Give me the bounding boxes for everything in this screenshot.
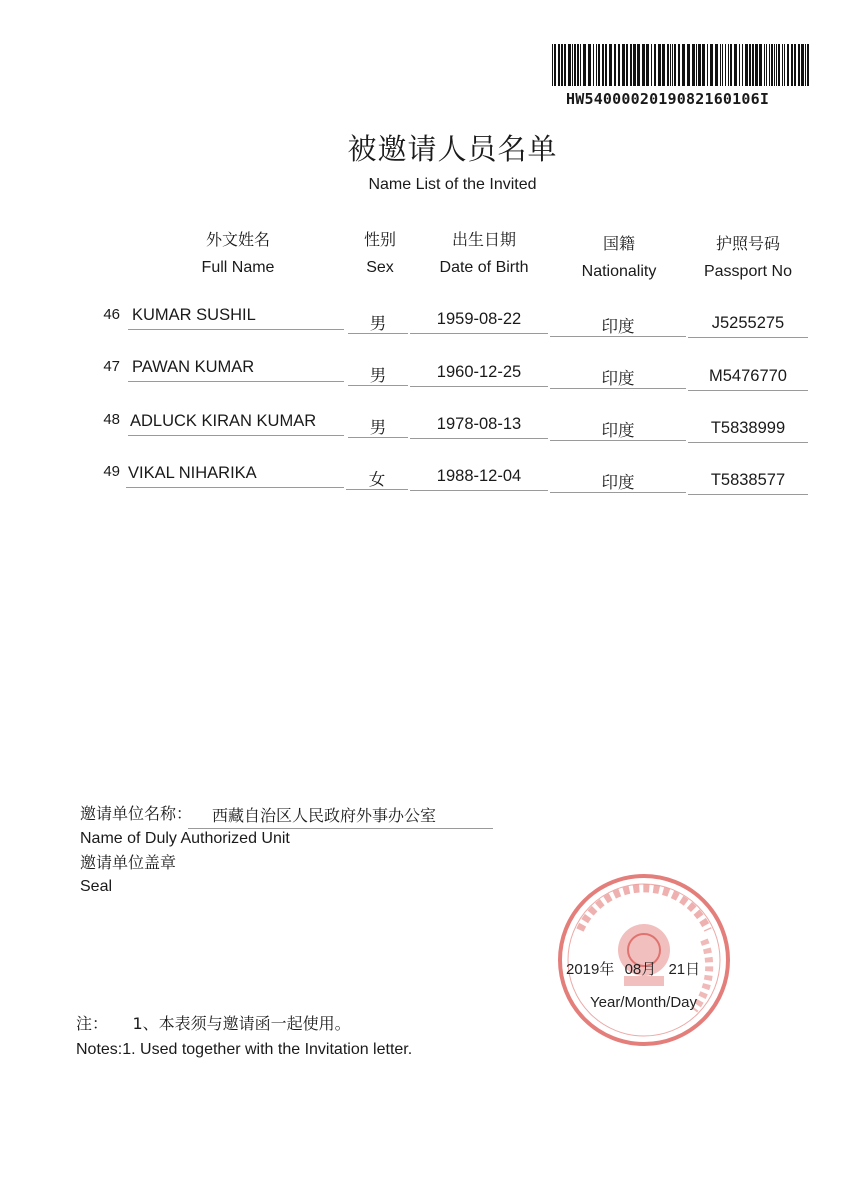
row-name-text: PAWAN KUMAR bbox=[132, 358, 255, 376]
date-format-label: Year/Month/Day bbox=[590, 994, 698, 1011]
unit-name-text: 西藏自治区人民政府外事办公室 bbox=[212, 806, 437, 825]
row-passport: T5838577 bbox=[688, 471, 808, 495]
row-sex-text: 男 bbox=[369, 418, 387, 437]
row-number: 49 bbox=[103, 463, 120, 480]
barcode bbox=[552, 44, 810, 86]
row-sex bbox=[348, 414, 408, 438]
header-full-name bbox=[168, 226, 308, 282]
row-sex bbox=[348, 310, 408, 334]
header-dob bbox=[425, 226, 543, 282]
row-dob: 1959-08-22 bbox=[410, 310, 548, 334]
page-title-en: Name List of the Invited bbox=[368, 176, 537, 193]
notes-en: Notes:1. Used together with the Invitation letter. bbox=[76, 1041, 413, 1058]
date-month-suffix: 月 bbox=[641, 961, 657, 978]
header-passport-cn: 护照号码 bbox=[715, 234, 780, 253]
date-day: 21 bbox=[668, 961, 686, 978]
row-nationality bbox=[550, 365, 686, 389]
row-sex-text: 男 bbox=[369, 314, 387, 333]
row-number: 46 bbox=[103, 306, 120, 323]
seal-label-cn-text: 邀请单位盖章 bbox=[80, 853, 177, 872]
unit-label-en: Name of Duly Authorized Unit bbox=[80, 830, 290, 847]
header-passport bbox=[692, 230, 804, 286]
row-dob: 1978-08-13 bbox=[410, 415, 548, 439]
row-nationality-text: 印度 bbox=[601, 317, 635, 336]
header-dob-cn: 出生日期 bbox=[451, 230, 516, 249]
row-nationality bbox=[550, 313, 686, 337]
row-number: 47 bbox=[103, 358, 120, 375]
date-month: 08 bbox=[624, 961, 642, 978]
row-nationality bbox=[550, 469, 686, 493]
row-name-text: ADLUCK KIRAN KUMAR bbox=[130, 412, 317, 430]
row-name bbox=[128, 412, 344, 436]
barcode-number: HW5400002019082160106I bbox=[566, 90, 770, 108]
row-name-text: VIKAL NIHARIKA bbox=[128, 464, 257, 482]
seal-label-cn bbox=[80, 851, 176, 875]
notes-cn-text: 1、本表须与邀请函一起使用。 bbox=[132, 1014, 351, 1033]
notes-cn-prefix: 注： bbox=[76, 1014, 109, 1033]
row-dob: 1988-12-04 bbox=[410, 467, 548, 491]
header-sex-cn: 性别 bbox=[363, 230, 396, 249]
header-full-name-en: Full Name bbox=[201, 259, 275, 276]
date-day-suffix: 日 bbox=[685, 961, 701, 978]
row-passport: T5838999 bbox=[688, 419, 808, 443]
date-year-suffix: 年 bbox=[599, 961, 615, 978]
row-name bbox=[128, 306, 344, 330]
row-nationality-text: 印度 bbox=[601, 421, 635, 440]
page-title-cn: 被邀请人员名单 bbox=[347, 132, 558, 166]
header-dob-en: Date of Birth bbox=[439, 259, 529, 276]
seal-label-en: Seal bbox=[80, 878, 113, 895]
row-sex bbox=[348, 362, 408, 386]
row-sex-text: 女 bbox=[368, 470, 386, 489]
issue-date bbox=[566, 958, 700, 979]
row-name bbox=[126, 464, 344, 488]
notes-cn bbox=[76, 1012, 351, 1036]
header-sex-en: Sex bbox=[366, 259, 394, 276]
header-nationality-cn: 国籍 bbox=[602, 234, 635, 253]
row-nationality-text: 印度 bbox=[601, 369, 635, 388]
date-year: 2019 bbox=[566, 961, 600, 978]
row-passport: M5476770 bbox=[688, 367, 808, 391]
header-passport-en: Passport No bbox=[703, 263, 793, 280]
unit-label-cn-text: 邀请单位名称： bbox=[80, 804, 193, 823]
row-dob: 1960-12-25 bbox=[410, 363, 548, 387]
header-nationality-en: Nationality bbox=[581, 263, 657, 280]
row-sex-text: 男 bbox=[369, 366, 387, 385]
header-sex bbox=[350, 226, 410, 282]
unit-name-value bbox=[188, 804, 493, 829]
row-sex bbox=[346, 466, 408, 490]
row-nationality-text: 印度 bbox=[601, 473, 635, 492]
unit-label-cn bbox=[80, 802, 192, 826]
row-nationality bbox=[550, 417, 686, 441]
row-passport: J5255275 bbox=[688, 314, 808, 338]
row-name bbox=[128, 358, 344, 382]
row-name-text: KUMAR SUSHIL bbox=[132, 306, 256, 324]
row-number: 48 bbox=[103, 411, 120, 428]
header-full-name-cn: 外文姓名 bbox=[205, 230, 270, 249]
header-nationality bbox=[568, 230, 670, 286]
